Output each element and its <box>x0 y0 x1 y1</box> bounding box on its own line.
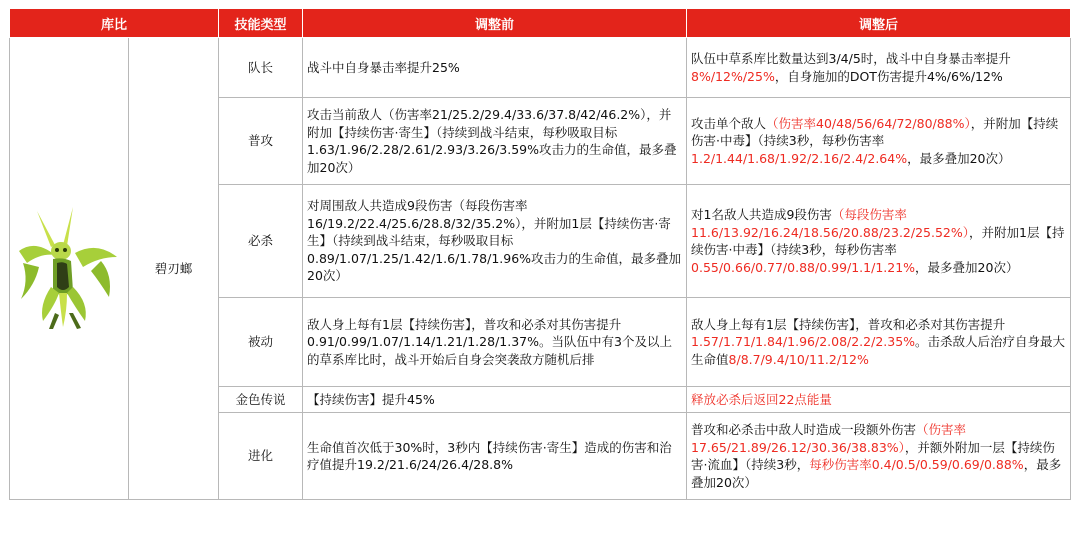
after-text-segment: ，最多叠加20次） <box>691 457 1062 490</box>
before-evolution: 生命值首次低于30%时，3秒内【持续伤害·寄生】造成的伤害和治疗值提升19.2/21.6/24/26.4/28.8% <box>303 413 687 500</box>
after-ultimate <box>687 185 1071 298</box>
before-normal-attack: 攻击当前敌人（伤害率21/25.2/29.4/33.6/37.8/42/46.2%），并附加【持续伤害·寄生】（持续到战斗结束，每秒吸取目标1.63/1.96/2.28/2.61/2.93/3.26/3.59%攻击力的生命值，最多叠加20次） <box>303 98 687 185</box>
after-leader <box>687 38 1071 98</box>
before-leader: 战斗中自身暴击率提升25% <box>303 38 687 98</box>
header-kubi: 库比 <box>10 9 219 38</box>
before-golden-legend: 【持续伤害】提升45% <box>303 387 687 413</box>
skill-type-golden-legend: 金色传说 <box>219 387 303 413</box>
after-text-segment: 。击杀敌人后治疗自身最大生命值 <box>691 334 1066 367</box>
after-normal-attack <box>687 98 1071 185</box>
skill-comparison-table-wrapper <box>9 8 1070 500</box>
after-text-segment: ，并附加【持续伤害·中毒】（持续3秒，每秒伤害率 <box>691 115 1059 149</box>
header-before: 调整前 <box>303 9 687 38</box>
highlighted-value: 8/8.7/9.4/10/11.2/12% <box>728 351 869 367</box>
header-after: 调整后 <box>687 9 1071 38</box>
header-row <box>10 9 1071 38</box>
before-passive: 敌人身上每有1层【持续伤害】，普攻和必杀对其伤害提升0.91/0.99/1.07/1.14/1.21/1.28/1.37%。当队伍中有3个及以上的草系库比时，战斗开始后自身会突袭敌方随机后排 <box>303 298 687 387</box>
highlighted-value: （伤害率17.65/21.89/26.12/30.36/38.83%） <box>691 422 967 455</box>
highlighted-value: 1.57/1.71/1.84/1.96/2.08/2.2/2.35% <box>691 334 916 350</box>
kubi-name: 碧刃螂 <box>129 38 219 500</box>
after-text-segment: ，最多叠加20次） <box>907 150 1011 166</box>
highlighted-value: 每秒伤害率0.4/0.5/0.59/0.69/0.88% <box>809 457 1024 472</box>
skill-type-passive: 被动 <box>219 298 303 387</box>
table-row <box>10 38 1071 98</box>
after-text-segment: 普攻和必杀击中敌人时造成一段额外伤害 <box>691 422 917 437</box>
after-text-segment: 对1名敌人共造成9段伤害 <box>691 207 832 222</box>
after-evolution <box>687 413 1071 500</box>
after-text-segment: 敌人身上每有1层【持续伤害】，普攻和必杀对其伤害提升 <box>691 316 1006 332</box>
after-golden-legend <box>687 387 1071 413</box>
after-text-segment: 攻击单个敌人 <box>691 115 767 131</box>
header-skill-type: 技能类型 <box>219 9 303 38</box>
skill-type-leader: 队长 <box>219 38 303 98</box>
highlighted-value: 0.55/0.66/0.77/0.88/0.99/1.1/1.21% <box>691 259 916 275</box>
highlighted-value: 1.2/1.44/1.68/1.92/2.16/2.4/2.64% <box>691 150 908 166</box>
skill-type-ultimate: 必杀 <box>219 185 303 298</box>
after-text-segment: ，最多叠加20次） <box>915 259 1019 275</box>
after-text-segment: 队伍中草系库比数量达到3/4/5时，战斗中自身暴击率提升 <box>691 51 1011 66</box>
skill-comparison-table <box>9 8 1071 500</box>
mantis-creature-image <box>17 201 121 331</box>
highlighted-value: （每段伤害率11.6/13.92/16.24/18.56/20.88/23.2/25.52%） <box>691 207 970 240</box>
after-text-segment: ，并附加1层【持续伤害·中毒】（持续3秒，每秒伤害率 <box>691 224 1065 257</box>
after-text-segment: ，自身施加的DOT伤害提升4%/6%/12% <box>774 68 1003 84</box>
skill-type-evolution: 进化 <box>219 413 303 500</box>
highlighted-value: （伤害率40/48/56/64/72/80/88%） <box>766 115 971 131</box>
before-ultimate: 对周围敌人共造成9段伤害（每段伤害率16/19.2/22.4/25.6/28.8/32/35.2%），并附加1层【持续伤害·寄生】（持续到战斗结束，每秒吸取目标0.89/1.07/1.25/1.42/1.6/1.78/1.96%攻击力的生命值，最多叠加20次） <box>303 185 687 298</box>
skill-type-normal-attack: 普攻 <box>219 98 303 185</box>
highlighted-value: 8%/12%/25% <box>691 68 775 84</box>
kubi-image-cell <box>10 38 129 500</box>
highlighted-value: 释放必杀后返回22点能量 <box>691 391 832 407</box>
after-text-segment: ，并额外附加一层【持续伤害·流血】（持续3秒， <box>691 439 1055 472</box>
after-passive <box>687 298 1071 387</box>
